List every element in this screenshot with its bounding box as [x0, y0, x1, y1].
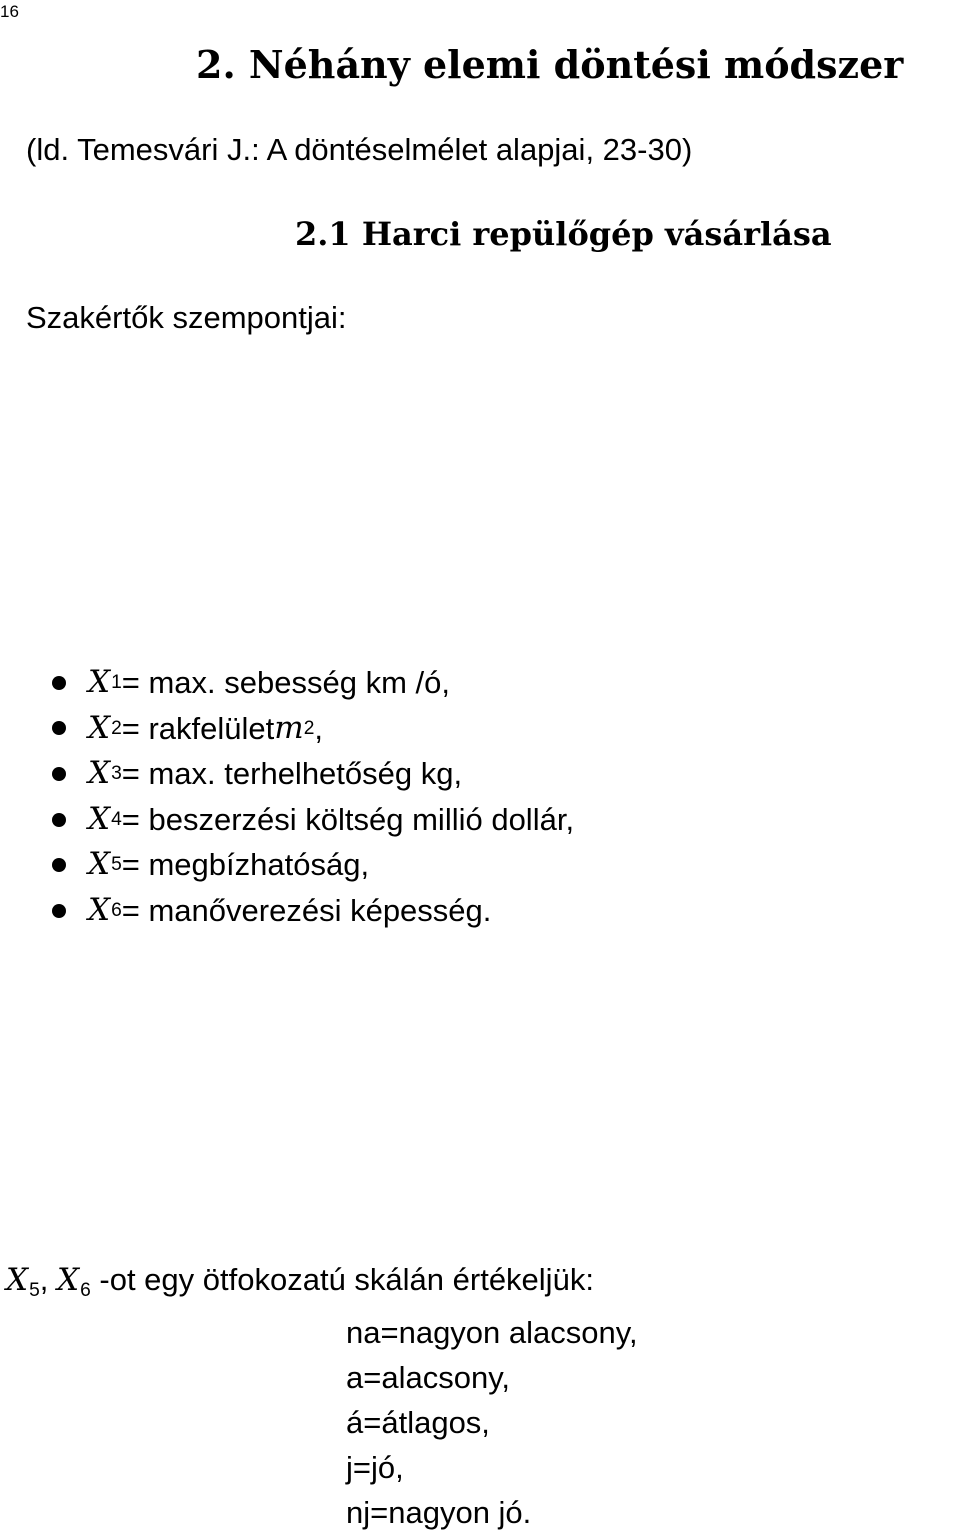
criterion-subscript: 3 — [111, 763, 122, 785]
bullet-icon — [52, 767, 66, 781]
criterion-superscript: 2 — [303, 717, 315, 739]
criterion-subscript: 2 — [111, 717, 122, 739]
criterion-variable: X — [88, 755, 111, 792]
scale-variable-b: X — [57, 1262, 80, 1298]
scale-subscript-a: 5 — [29, 1279, 40, 1301]
criterion-subscript: 6 — [111, 899, 122, 921]
criterion-text: = manőverezési képesség. — [121, 892, 492, 928]
criterion-variable: X — [88, 664, 111, 700]
scale-intro — [6, 1262, 594, 1302]
criterion-item — [52, 660, 574, 706]
section-title: 2.1 Harci repülőgép vásárlása — [295, 215, 832, 253]
page-number: 16 — [0, 2, 19, 21]
scale-variable-a: X — [6, 1262, 29, 1298]
criterion-text: = max. terhelhetőség kg, — [121, 756, 463, 792]
reference-line: (ld. Temesvári J.: A döntéselmélet alapjai, 23-30) — [26, 132, 693, 167]
criterion-variable: X — [88, 891, 111, 928]
criterion-text: = max. sebesség km /ó, — [121, 665, 450, 700]
experts-label: Szakértők szempontjai: — [26, 300, 347, 335]
bullet-icon — [52, 813, 66, 827]
scale-level: nj=nagyon jó. — [346, 1495, 532, 1530]
criterion-item — [52, 751, 574, 797]
criterion-text: = rakfelület — [121, 710, 275, 746]
chapter-title: 2. Néhány elemi döntési módszer — [196, 42, 904, 87]
scale-subscript-b: 6 — [80, 1279, 91, 1301]
scale-level: a=alacsony, — [346, 1360, 511, 1395]
criterion-subscript: 4 — [111, 808, 122, 830]
bullet-icon — [52, 721, 66, 735]
criterion-text: = beszerzési költség millió dollár, — [121, 801, 575, 837]
criterion-variable: X — [88, 709, 111, 746]
scale-level: j=jó, — [346, 1450, 404, 1485]
criterion-variable: X — [88, 800, 111, 837]
criterion-unit: m — [274, 709, 304, 746]
criterion-subscript: 5 — [111, 854, 122, 876]
criterion-variable: X — [88, 846, 111, 883]
bullet-icon — [52, 858, 66, 872]
bullet-icon — [52, 904, 66, 918]
scale-level: á=átlagos, — [346, 1405, 490, 1440]
bullet-icon — [52, 676, 66, 690]
criterion-tail: , — [314, 710, 323, 746]
scale-intro-text: -ot egy ötfokozatú skálán értékeljük: — [90, 1262, 594, 1297]
scale-levels-list — [346, 1310, 638, 1535]
criterion-subscript: 1 — [111, 672, 122, 693]
criterion-item — [52, 888, 574, 934]
scale-level: na=nagyon alacsony, — [346, 1315, 638, 1350]
criterion-item — [52, 842, 574, 888]
criteria-list — [52, 660, 574, 934]
scale-separator: , — [39, 1262, 57, 1297]
criterion-item — [52, 797, 574, 843]
criterion-item — [52, 706, 574, 752]
criterion-text: = megbízhatóság, — [121, 847, 370, 883]
